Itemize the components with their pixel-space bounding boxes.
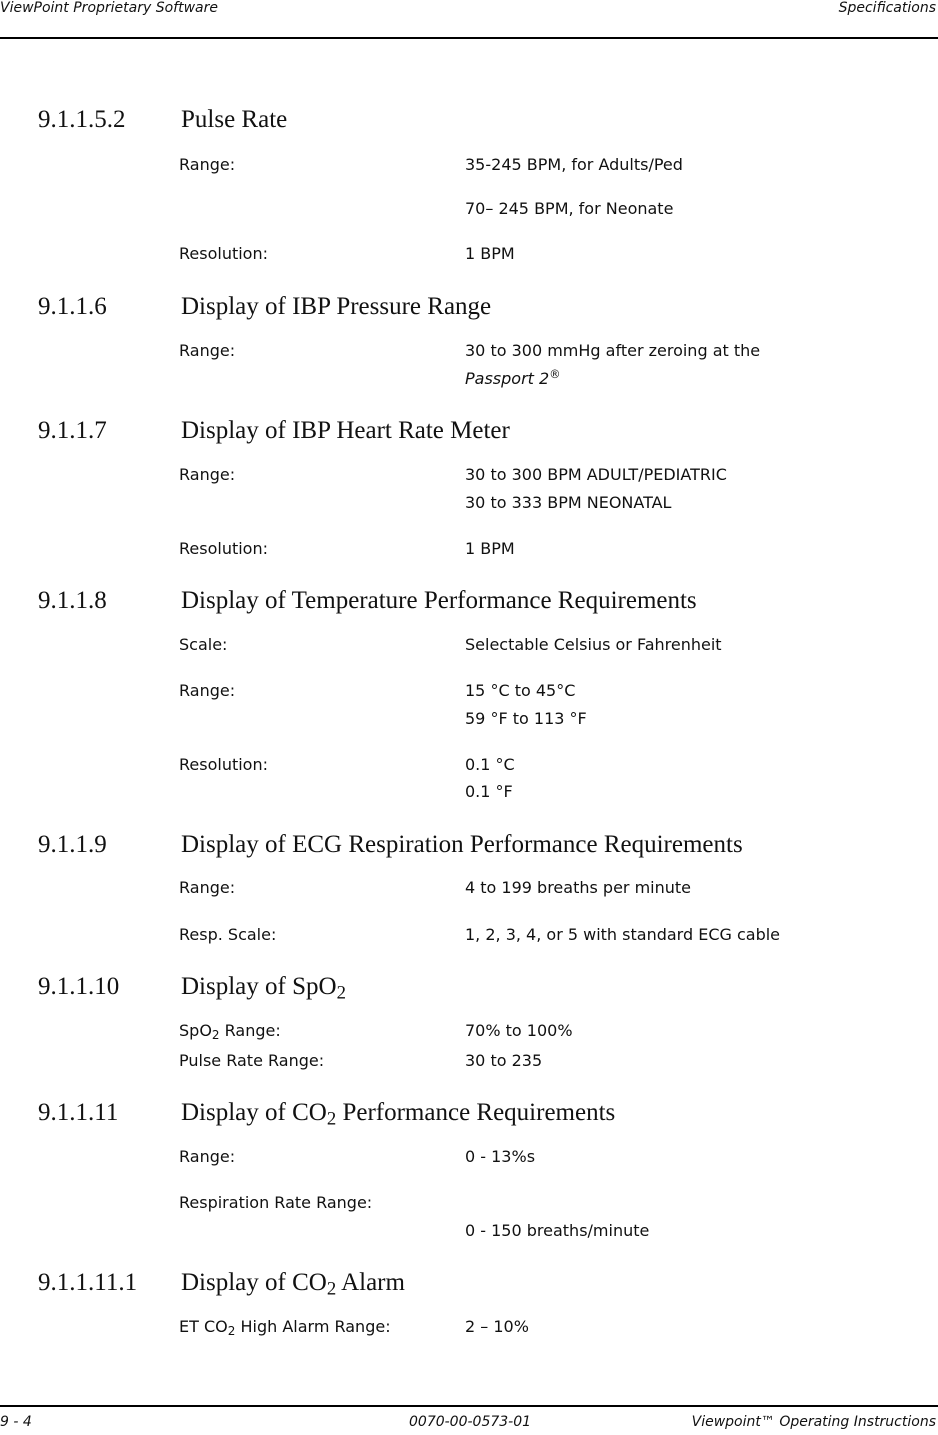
- spec-value: 2 – 10%: [465, 1317, 529, 1336]
- section-title: [181, 973, 346, 1004]
- spec-value: 59 °F to 113 °F: [465, 709, 587, 728]
- product-name: Passport 2: [465, 369, 550, 388]
- header-rule: [0, 37, 938, 39]
- spec-value: 0.1 °C: [465, 755, 515, 774]
- title-text: Performance Requirements: [336, 1099, 616, 1126]
- spec-label: Range:: [179, 878, 236, 897]
- spec-label: Range:: [179, 465, 236, 484]
- section-number: 9.1.1.11: [38, 1099, 119, 1126]
- spec-value: 15 °C to 45°C: [465, 681, 576, 700]
- section-title: Pulse Rate: [181, 106, 288, 133]
- spec-value: 1 BPM: [465, 244, 515, 263]
- spec-value: 30 to 300 mmHg after zeroing at the: [465, 341, 761, 360]
- subscript: 2: [326, 1278, 337, 1300]
- title-text: Display of CO: [181, 1269, 327, 1296]
- spec-value: 35-245 BPM, for Adults/Ped: [465, 155, 683, 174]
- spec-value: 0 - 13%s: [465, 1147, 536, 1166]
- spec-label: Resp. Scale:: [179, 925, 277, 944]
- spec-value: Selectable Celsius or Fahrenheit: [465, 635, 722, 654]
- section-number: 9.1.1.9: [38, 831, 107, 858]
- section-number: 9.1.1.6: [38, 293, 107, 320]
- spec-label: Pulse Rate Range:: [179, 1051, 325, 1070]
- subscript: 2: [227, 1324, 236, 1338]
- label-text: ET CO: [179, 1317, 228, 1336]
- subscript: 2: [326, 1108, 337, 1130]
- spec-value: 0.1 °F: [465, 782, 513, 801]
- document-title: Viewpoint™ Operating Instructions: [691, 1414, 936, 1430]
- title-text: Display of CO: [181, 1099, 327, 1126]
- spec-value: [465, 367, 561, 388]
- section-number: 9.1.1.7: [38, 417, 107, 444]
- label-text: SpO: [179, 1021, 212, 1040]
- spec-label: [179, 1317, 391, 1338]
- spec-label: Range:: [179, 155, 236, 174]
- section-title: Display of ECG Respiration Performance Requirements: [181, 831, 743, 858]
- spec-label: Resolution:: [179, 755, 268, 774]
- running-header-left: ViewPoint Proprietary Software: [0, 0, 218, 16]
- section-number: 9.1.1.10: [38, 973, 120, 1000]
- section-title: Display of Temperature Performance Requirements: [181, 587, 697, 614]
- registered-mark: ®: [549, 367, 561, 381]
- spec-label: Scale:: [179, 635, 228, 654]
- spec-value: 30 to 235: [465, 1051, 543, 1070]
- spec-label: Range:: [179, 681, 236, 700]
- page-number: 9 - 4: [0, 1414, 32, 1430]
- spec-value: 70% to 100%: [465, 1021, 573, 1040]
- title-text: Display of SpO: [181, 973, 337, 1000]
- section-number: 9.1.1.8: [38, 587, 107, 614]
- label-text: High Alarm Range:: [235, 1317, 391, 1336]
- section-title: [181, 1269, 405, 1300]
- spec-value: 30 to 300 BPM ADULT/PEDIATRIC: [465, 465, 727, 484]
- section-number: 9.1.1.11.1: [38, 1269, 138, 1296]
- spec-value: 70– 245 BPM, for Neonate: [465, 199, 674, 218]
- document-number: 0070-00-0573-01: [409, 1414, 532, 1430]
- spec-label: Range:: [179, 1147, 236, 1166]
- footer-rule: [0, 1405, 938, 1407]
- spec-value: 0 - 150 breaths/minute: [465, 1221, 650, 1240]
- spec-label: Resolution:: [179, 539, 268, 558]
- spec-value: 30 to 333 BPM NEONATAL: [465, 493, 672, 512]
- section-title: Display of IBP Heart Rate Meter: [181, 417, 510, 444]
- title-text: Alarm: [336, 1269, 405, 1296]
- section-number: 9.1.1.5.2: [38, 106, 126, 133]
- subscript: 2: [336, 982, 346, 1004]
- spec-value: 1, 2, 3, 4, or 5 with standard ECG cable: [465, 925, 781, 944]
- subscript: 2: [211, 1028, 220, 1042]
- running-header-right: Specifications: [838, 0, 936, 16]
- spec-label: Respiration Rate Range:: [179, 1193, 373, 1212]
- section-title: Display of IBP Pressure Range: [181, 293, 492, 320]
- section-title: [181, 1099, 616, 1130]
- spec-label: Resolution:: [179, 244, 268, 263]
- label-text: Range:: [219, 1021, 281, 1040]
- spec-label: [179, 1021, 281, 1042]
- spec-value: 1 BPM: [465, 539, 515, 558]
- spec-value: 4 to 199 breaths per minute: [465, 878, 691, 897]
- spec-label: Range:: [179, 341, 236, 360]
